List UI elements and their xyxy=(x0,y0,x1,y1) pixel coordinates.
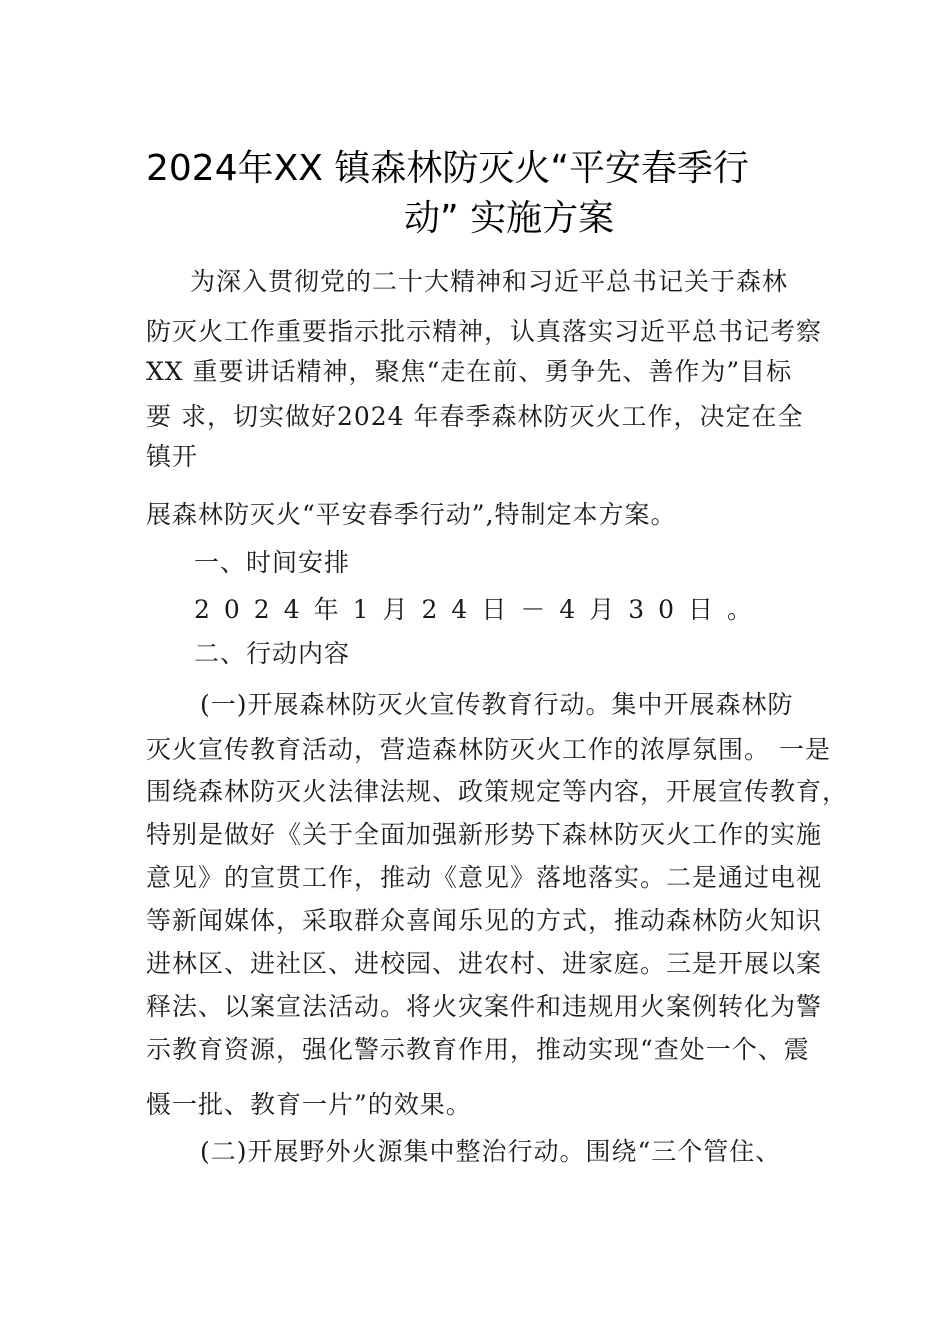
document-title-line-1: 2024年XX 镇森林防灭火“平安春季行 xyxy=(146,148,750,189)
document-title-line-2: 动” 实施方案 xyxy=(404,198,615,239)
paragraph-line: 意见》的宣贯工作，推动《意见》落地落实。二是通过电视 xyxy=(146,863,823,892)
paragraph-line: 示教育资源，强化警示教育作用，推动实现“查处一个、震 xyxy=(146,1035,810,1064)
paragraph-line: 释法、以案宣法活动。将火灾案件和违规用火案例转化为警 xyxy=(146,992,823,1021)
intro-line: XX 重要讲话精神，聚焦“走在前、勇争先、善作为”目标 xyxy=(146,357,793,386)
intro-line: 为深入贯彻党的二十大精神和习近平总书记关于森林 xyxy=(190,267,789,296)
paragraph-line: 进林区、进社区、进校园、进农村、进家庭。三是开展以案 xyxy=(146,949,823,978)
intro-line: 要 求，切实做好2024 年春季森林防灭火工作，决定在全 xyxy=(146,402,804,431)
paragraph-line: 灭火宣传教育活动，营造森林防灭火工作的浓厚氛围。 一是 xyxy=(146,735,831,764)
intro-line: 镇开 xyxy=(146,442,199,471)
section-1-heading: 一、时间安排 xyxy=(194,548,351,577)
paragraph-line: (二)开展野外火源集中整治行动。围绕“三个管住、 xyxy=(200,1137,782,1166)
paragraph-line: 特别是做好《关于全面加强新形势下森林防灭火工作的实施 xyxy=(146,820,823,849)
paragraph-line: 慑一批、教育一片”的效果。 xyxy=(146,1090,472,1119)
paragraph-line: 围绕森林防灭火法律法规、政策规定等内容，开展宣传教育， xyxy=(146,777,849,806)
section-2-heading: 二、行动内容 xyxy=(194,639,351,668)
section-1-date: 2024年1月24日－4月30日。 xyxy=(194,595,767,624)
intro-line: 防灭火工作重要指示批示精神，认真落实习近平总书记考察 xyxy=(146,317,823,346)
intro-line: 展森林防灭火“平安春季行动”,特制定本方案。 xyxy=(146,500,677,529)
paragraph-line: 等新闻媒体，采取群众喜闻乐见的方式，推动森林防火知识 xyxy=(146,906,823,935)
paragraph-line: (一)开展森林防灭火宣传教育行动。集中开展森林防 xyxy=(200,690,794,719)
